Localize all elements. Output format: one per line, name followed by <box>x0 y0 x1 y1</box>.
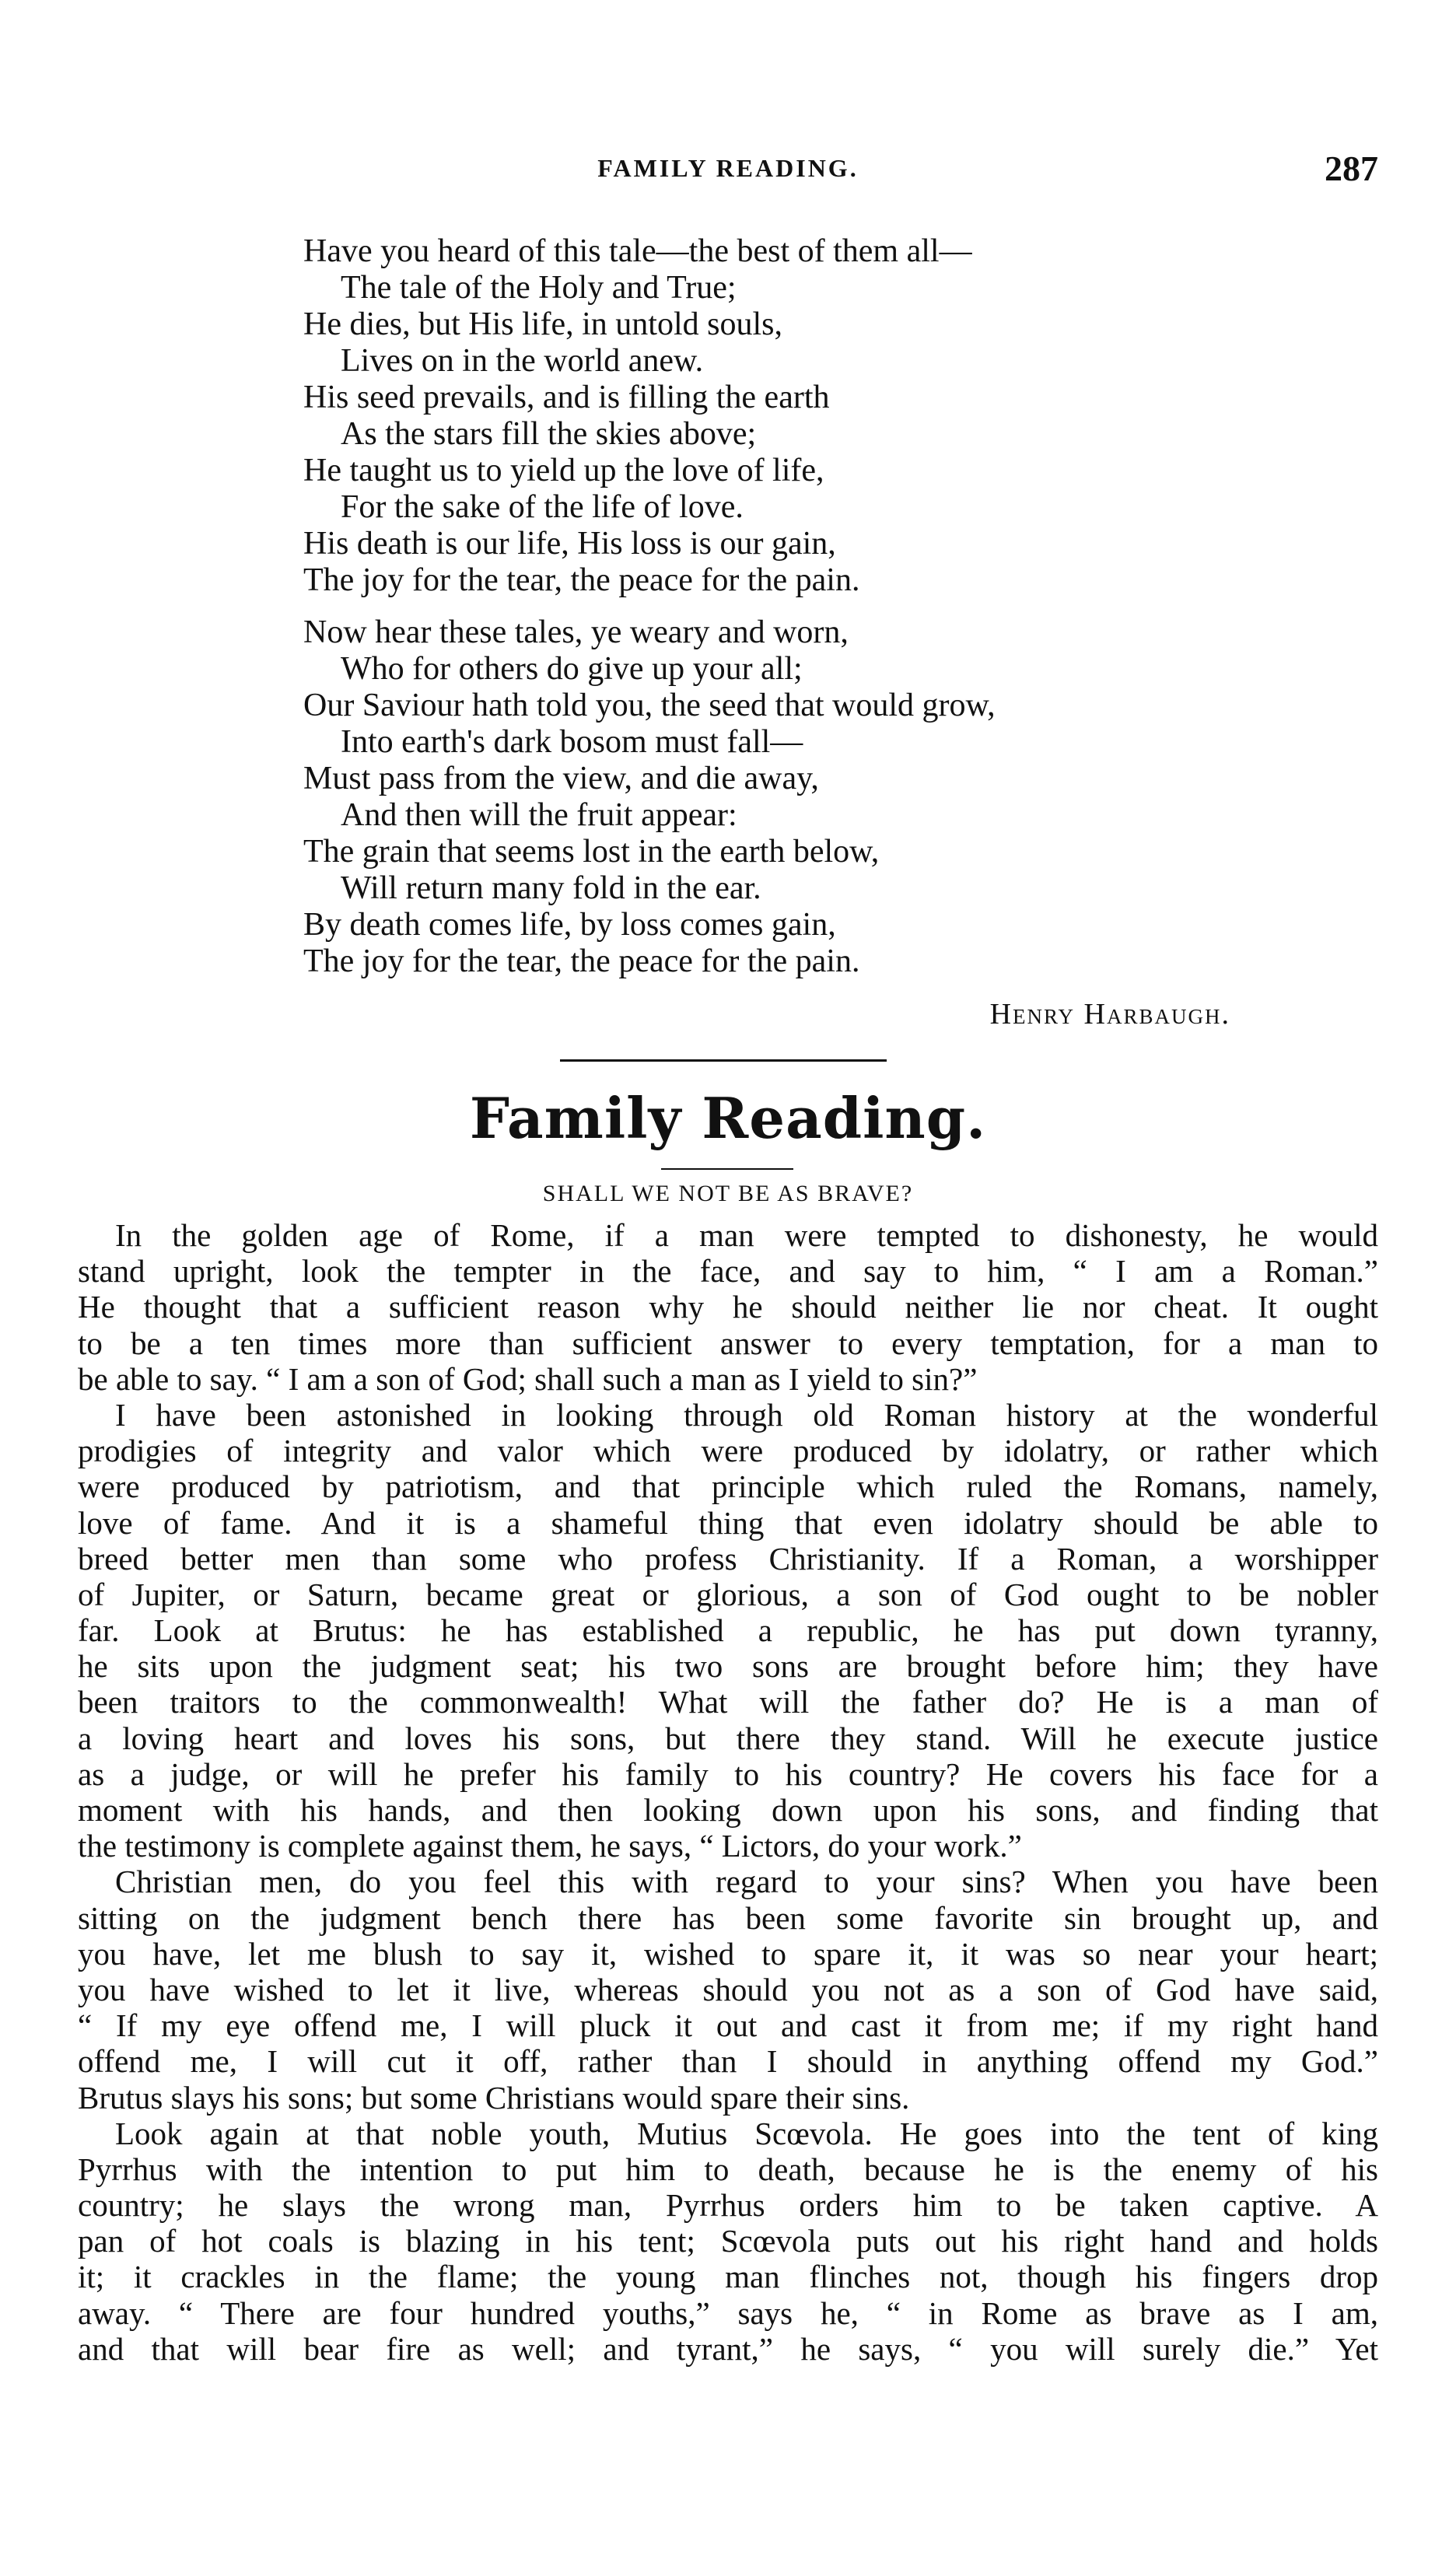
text-line: stand upright, look the tempter in the face, and say to him, “ I am a Roman.” <box>78 1253 1378 1290</box>
poem-line: Have you heard of this tale—the best of them all— <box>303 233 972 269</box>
text-line: pan of hot coals is blazing in his tent; Scœvola puts out his right hand and holds <box>78 2223 1378 2259</box>
text-line: a loving heart and loves his sons, but there they stand. Will he execute justice <box>78 1720 1378 1756</box>
text-line: as a judge, or will he prefer his family to his country? He covers his face for a <box>78 1755 1378 1792</box>
article-body <box>78 1217 1378 2367</box>
poem-line: He taught us to yield up the love of life, <box>303 453 824 488</box>
text-line: He thought that a sufficient reason why he should neither lie nor cheat. It ought <box>78 1289 1378 1325</box>
text-line: “ If my eye offend me, I will pluck it out and cast it from me; if my right hand <box>78 2007 1378 2044</box>
poem-line: Lives on in the world anew. <box>341 343 704 379</box>
text-line: were produced by patriotism, and that principle which ruled the Romans, namely, <box>78 1468 1378 1505</box>
text-line: Look again at that noble youth, Mutius Scœvola. He goes into the tent of king <box>115 2115 1378 2151</box>
text-line: it; it crackles in the flame; the young man flinches not, though his fingers drop <box>78 2259 1378 2295</box>
running-head <box>0 148 1456 194</box>
poem-line: The tale of the Holy and True; <box>341 270 737 306</box>
divider-rule <box>560 1059 887 1062</box>
poem-line: As the stars fill the skies above; <box>341 416 757 452</box>
divider-rule-short <box>661 1168 793 1170</box>
text-line: offend me, I will cut it off, rather than I should in anything offend my God.” <box>78 2043 1378 2080</box>
text-line: I have been astonished in looking through old Roman history at the wonderful <box>115 1396 1378 1433</box>
poem-line: Who for others do give up your all; <box>341 651 803 687</box>
text-line: away. “ There are four hundred youths,” says he, “ in Rome as brave as I am, <box>78 2294 1378 2331</box>
text-line: country; he slays the wrong man, Pyrrhus orders him to be taken captive. A <box>78 2187 1378 2224</box>
poem-line: His seed prevails, and is filling the earth <box>303 380 830 415</box>
poem-line: The joy for the tear, the peace for the pain. <box>303 943 860 979</box>
poem-line: For the sake of the life of love. <box>341 489 744 525</box>
text-line: moment with his hands, and then looking down upon his sons, and finding that <box>78 1792 1378 1828</box>
text-line: love of fame. And it is a shameful thing that even idolatry should be able to <box>78 1504 1378 1541</box>
text-line: the testimony is complete against them, he says, “ Lictors, do your work.” <box>78 1828 1022 1864</box>
poem-line: Into earth's dark bosom must fall— <box>341 724 803 760</box>
text-line: to be a ten times more than sufficient answer to every temptation, for a man to <box>78 1325 1378 1361</box>
text-line: and that will bear fire as well; and tyrant,” he says, “ you will surely die.” Yet <box>78 2330 1378 2367</box>
text-line: Christian men, do you feel this with regard to your sins? When you have been <box>115 1864 1378 1900</box>
poem-stanza-1 <box>303 233 1314 599</box>
poem-stanza-2 <box>303 614 1314 980</box>
text-line: prodigies of integrity and valor which were produced by idolatry, or rather which <box>78 1433 1378 1469</box>
running-title: FAMILY READING. <box>597 154 859 182</box>
text-line: far. Look at Brutus: he has established a republic, he has put down tyranny, <box>78 1612 1378 1649</box>
text-line: sitting on the judgment bench there has been some favorite sin brought up, and <box>78 1899 1378 1936</box>
section-title: Family Reading. <box>469 1085 987 1151</box>
text-line: you have, let me blush to say it, wished to spare it, it was so near your heart; <box>78 1935 1378 1972</box>
text-line: you have wished to let it live, whereas should you not as a son of God have said, <box>78 1971 1378 2007</box>
poem-line: His death is our life, His loss is our gain, <box>303 526 836 562</box>
poem-line: And then will the fruit appear: <box>341 797 737 833</box>
poem-line: Now hear these tales, ye weary and worn, <box>303 614 849 650</box>
page-number: 287 <box>1325 149 1378 188</box>
poem-line: He dies, but His life, in untold souls, <box>303 306 782 342</box>
poem-line: By death comes life, by loss comes gain, <box>303 907 836 943</box>
text-line: Brutus slays his sons; but some Christians would spare their sins. <box>78 2079 910 2116</box>
text-line: of Jupiter, or Saturn, became great or glorious, a son of God ought to be nobler <box>78 1576 1378 1612</box>
poem-line: The joy for the tear, the peace for the pain. <box>303 562 860 598</box>
poem-author: Henry Harbaugh. <box>989 998 1230 1031</box>
text-line: be able to say. “ I am a son of God; shall such a man as I yield to sin?” <box>78 1360 978 1397</box>
text-line: been traitors to the commonwealth! What will the father do? He is a man of <box>78 1684 1378 1720</box>
text-line: Pyrrhus with the intention to put him to death, because he is the enemy of his <box>78 2151 1378 2187</box>
text-line: In the golden age of Rome, if a man were tempted to dishonesty, he would <box>115 1217 1378 1253</box>
poem-line: Our Saviour hath told you, the seed that would grow, <box>303 688 996 723</box>
text-line: breed better men than some who profess Christianity. If a Roman, a worshipper <box>78 1540 1378 1577</box>
poem-line: Will return many fold in the ear. <box>341 870 761 906</box>
article-subheading: SHALL WE NOT BE AS BRAVE? <box>542 1181 914 1206</box>
poem-line: The grain that seems lost in the earth below, <box>303 834 880 870</box>
poem-line: Must pass from the view, and die away, <box>303 761 819 796</box>
text-line: he sits upon the judgment seat; his two sons are brought before him; they have <box>78 1648 1378 1685</box>
